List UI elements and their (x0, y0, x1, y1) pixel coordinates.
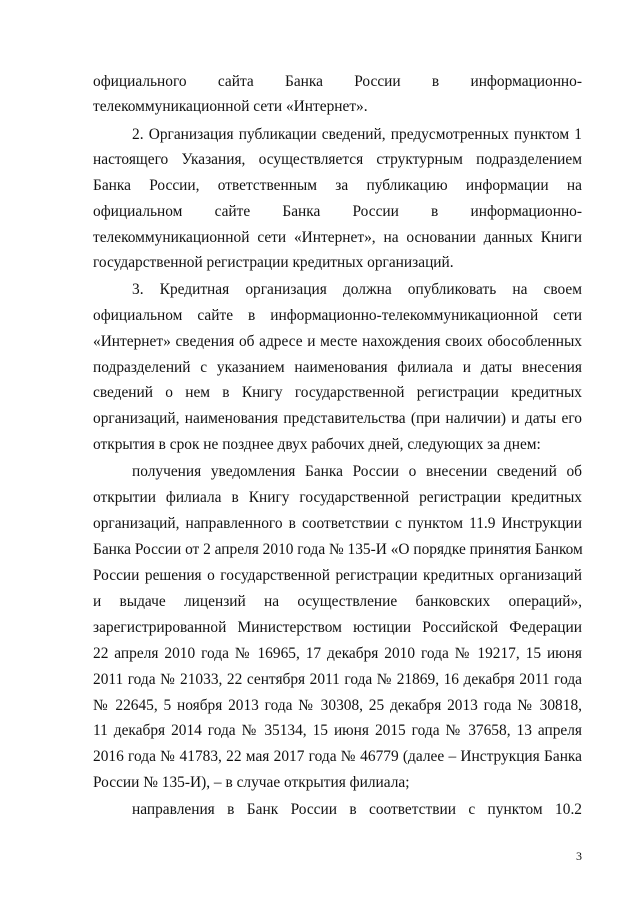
text-line: направления в Банк России в соответствии с пунктом 10.2 (132, 801, 582, 818)
text-line: официальном сайте в информационно-телекоммуникационной сети (93, 307, 582, 324)
text-line: России № 135-И), – в случае открытия филиала; (93, 774, 410, 791)
text-line: 2. Организация публикации сведений, предусмотренных пунктом 1 (132, 126, 582, 143)
text-line: 11 декабря 2014 года № 35134, 15 июня 2015 года № 37658, 13 апреля (93, 722, 582, 739)
text-line: официального сайта Банка России в информационно- (93, 73, 582, 90)
text-line: настоящего Указания, осуществляется структурным подразделением (93, 151, 582, 168)
text-line: 2016 года № 41783, 22 мая 2017 года № 46779 (далее – Инструкция Банка (93, 748, 582, 765)
text-line: получения уведомления Банка России о внесении сведений об (132, 463, 582, 480)
text-line: 22 апреля 2010 года № 16965, 17 декабря 2010 года № 19217, 15 июня (93, 645, 582, 662)
text-line: открытия в срок не позднее двух рабочих дней, следующих за днем: (93, 436, 541, 453)
page-number: 3 (576, 849, 582, 863)
text-line: сведений о нем в Книгу государственной регистрации кредитных (93, 384, 582, 401)
text-line: открытии филиала в Книгу государственной регистрации кредитных (93, 489, 582, 506)
text-line: № 22645, 5 ноября 2013 года № 30308, 25 декабря 2013 года № 30818, (93, 697, 582, 714)
text-line: телекоммуникационной сети «Интернет», на основании данных Книги (93, 229, 582, 246)
text-line: государственной регистрации кредитных организаций. (93, 254, 454, 271)
text-line: подразделений с указанием наименования филиала и даты внесения (93, 359, 582, 376)
text-line: телекоммуникационной сети «Интернет». (93, 98, 368, 115)
text-line: 2011 года № 21033, 22 сентября 2011 года № 21869, 16 декабря 2011 года (93, 671, 582, 688)
text-line: 3. Кредитная организация должна опубликовать на своем (132, 281, 582, 298)
text-line: и выдаче лицензий на осуществление банковских операций», (93, 593, 582, 610)
text-line: официальном сайте Банка России в информационно- (93, 203, 582, 220)
text-line: организаций, наименования представительства (при наличии) и даты его (93, 410, 582, 427)
text-line: организаций, направленного в соответствии с пунктом 11.9 Инструкции (93, 515, 582, 532)
text-line: зарегистрированной Министерством юстиции Российской Федерации (93, 619, 582, 636)
text-line: России решения о государственной регистрации кредитных организаций (93, 567, 582, 584)
text-line: «Интернет» сведения об адресе и месте нахождения своих обособленных (93, 333, 582, 350)
text-line: Банка России, ответственным за публикацию информации на (93, 177, 582, 194)
text-line: Банка России от 2 апреля 2010 года № 135-И «О порядке принятия Банком (93, 541, 583, 558)
